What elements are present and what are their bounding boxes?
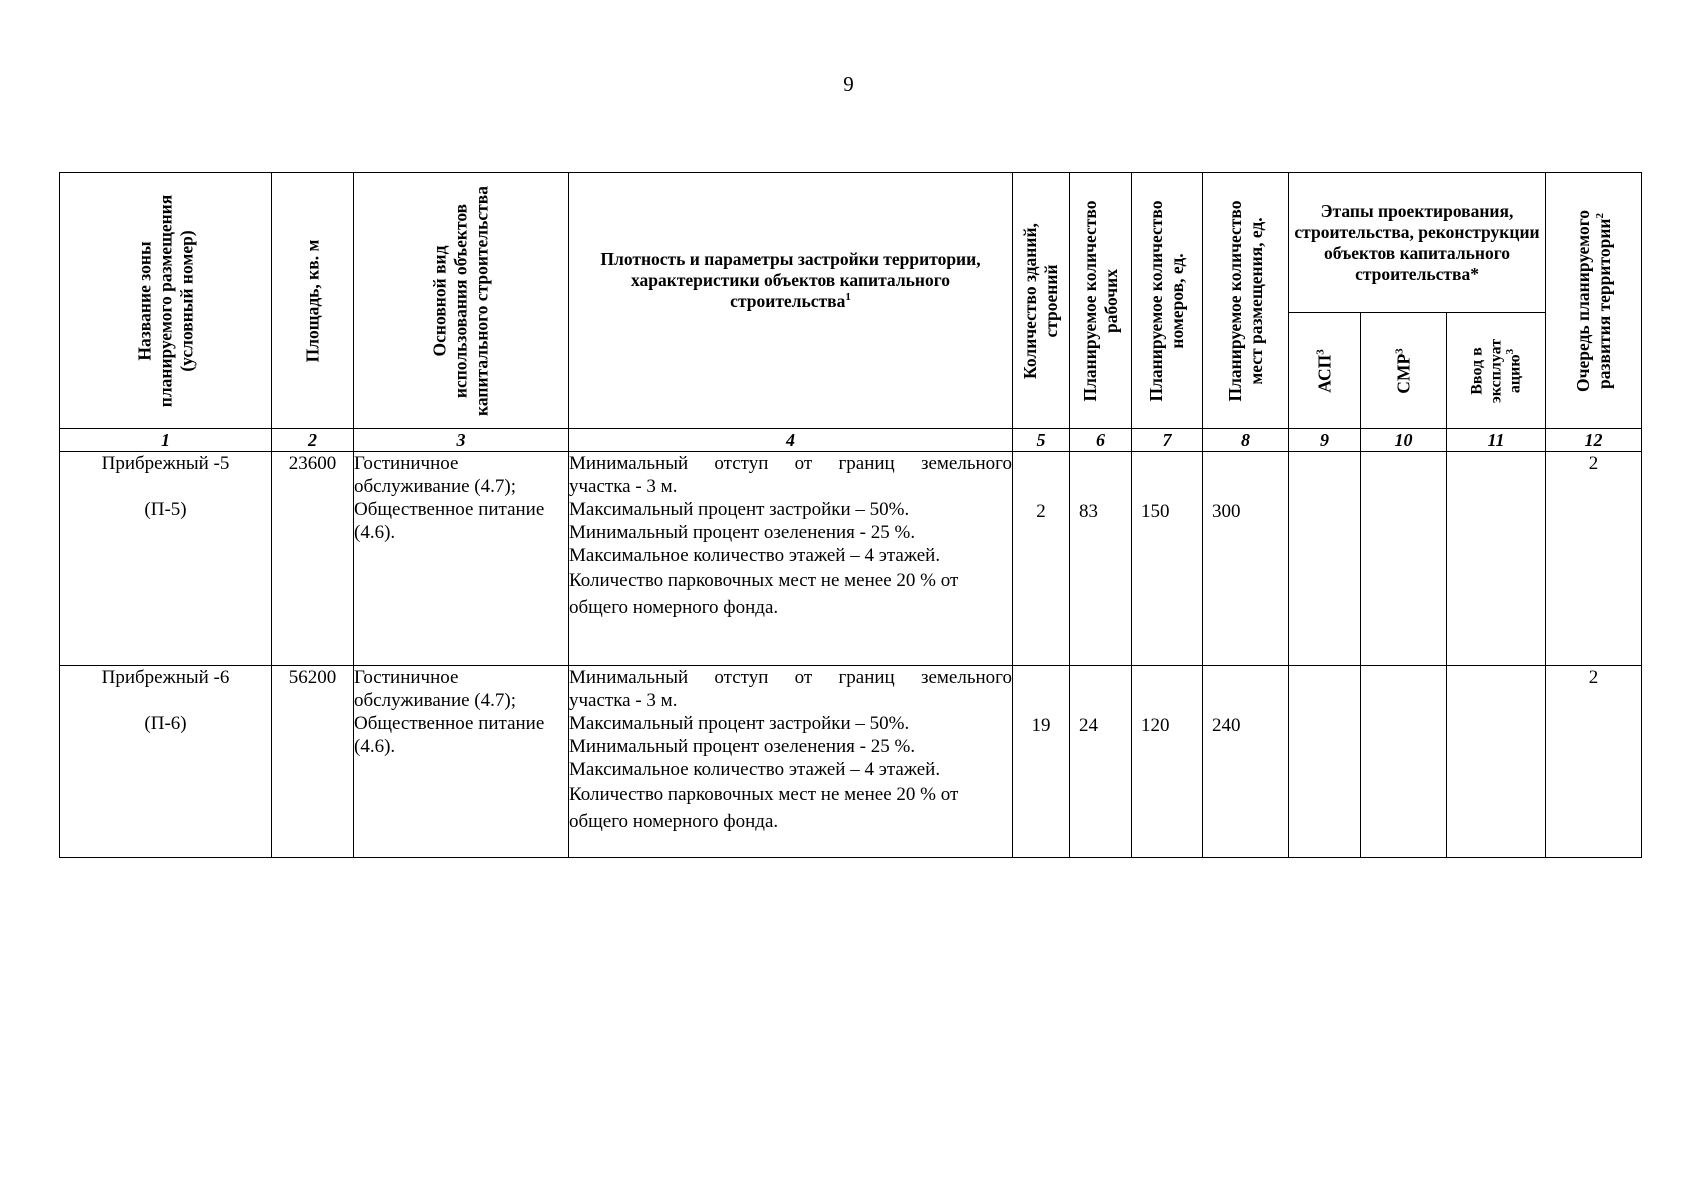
- param-line: общего номерного фонда.: [569, 811, 779, 832]
- header-buildings-count: Количество зданий, строений: [1013, 173, 1070, 429]
- column-number: 1: [60, 429, 272, 452]
- table-row: [60, 666, 1642, 858]
- header-zone-name: Название зоны планируемого размещения (условный номер): [60, 173, 272, 429]
- header-commissioning: Ввод в эксплуат ацию$^3$: [1447, 313, 1546, 429]
- land-use-cell: Гостиничное обслуживание (4.7); Общественное питание (4.6).: [354, 666, 569, 858]
- rooms-cell: 150: [1132, 452, 1203, 666]
- column-number: 9: [1289, 429, 1361, 452]
- area-cell: 23600: [272, 452, 354, 666]
- header-places: Планируемое количество мест размещения, ед.: [1203, 173, 1289, 429]
- buildings-cell: 2: [1013, 452, 1070, 666]
- buildings-cell: 19: [1013, 666, 1070, 858]
- smr-cell: [1361, 666, 1447, 858]
- parameters-cell: [569, 452, 1013, 666]
- planning-table: [59, 172, 1642, 858]
- page-number: 9: [843, 72, 854, 96]
- param-line: Количество парковочных мест не менее 20 % от: [569, 784, 959, 805]
- column-number: 4: [569, 429, 1013, 452]
- column-number: 3: [354, 429, 569, 452]
- header-land-use: Основной вид использования объектов капитального строительства: [354, 173, 569, 429]
- column-number: 2: [272, 429, 354, 452]
- parameters-cell: [569, 666, 1013, 858]
- zone-code: (П-6): [144, 713, 187, 734]
- asp-cell: [1289, 666, 1361, 858]
- header-queue: Очередь планируемого развития территории$^2$: [1546, 173, 1642, 429]
- header-smr: СМР$^3$: [1361, 313, 1447, 429]
- header-row: [60, 173, 1642, 313]
- land-use-cell: Гостиничное обслуживание (4.7); Общественное питание (4.6).: [354, 452, 569, 666]
- workers-cell: 83: [1070, 452, 1132, 666]
- header-rooms: Планируемое количество номеров, ед.: [1132, 173, 1203, 429]
- table-row: [60, 452, 1642, 666]
- queue-cell: 2: [1546, 452, 1642, 666]
- param-line: Минимальный процент озеленения - 25 %.: [569, 522, 916, 543]
- param-line: участка - 3 м.: [569, 476, 678, 497]
- param-line: общего номерного фонда.: [569, 597, 779, 618]
- param-line: Минимальный процент озеленения - 25 %.: [569, 736, 916, 757]
- zone-name-cell: [60, 666, 272, 858]
- header-area: Площадь, кв. м: [272, 173, 354, 429]
- rooms-cell: 120: [1132, 666, 1203, 858]
- column-number: 12: [1546, 429, 1642, 452]
- header-parameters: Плотность и параметры застройки территории, характеристики объектов капитального строительства$^1$: [569, 173, 1013, 429]
- header-asp: АСП$^3$: [1289, 313, 1361, 429]
- zone-name: Прибрежный -6: [101, 667, 230, 688]
- param-line: Максимальный процент застройки – 50%.: [569, 499, 910, 520]
- places-cell: 240: [1203, 666, 1289, 858]
- param-line: Количество парковочных мест не менее 20 % от: [569, 570, 959, 591]
- commissioning-cell: [1447, 666, 1546, 858]
- column-number-row: [60, 429, 1642, 452]
- zone-code: (П-5): [144, 499, 187, 520]
- commissioning-cell: [1447, 452, 1546, 666]
- places-cell: 300: [1203, 452, 1289, 666]
- column-number: 11: [1447, 429, 1546, 452]
- column-number: 7: [1132, 429, 1203, 452]
- area-cell: 56200: [272, 666, 354, 858]
- smr-cell: [1361, 452, 1447, 666]
- queue-cell: 2: [1546, 666, 1642, 858]
- param-line: Максимальный процент застройки – 50%.: [569, 713, 910, 734]
- workers-cell: 24: [1070, 666, 1132, 858]
- param-line: Максимальное количество этажей – 4 этажей.: [569, 545, 941, 566]
- param-line: Минимальный отступ от границ земельного: [569, 453, 1012, 474]
- zone-name: Прибрежный -5: [101, 453, 230, 474]
- param-line: участка - 3 м.: [569, 690, 678, 711]
- column-number: 10: [1361, 429, 1447, 452]
- column-number: 5: [1013, 429, 1070, 452]
- param-line: Максимальное количество этажей – 4 этажей.: [569, 759, 941, 780]
- header-workers: Планируемое количество рабочих: [1070, 173, 1132, 429]
- column-number: 6: [1070, 429, 1132, 452]
- header-stages: Этапы проектирования, строительства, реконструкции объектов капитального строительства*: [1289, 173, 1546, 313]
- asp-cell: [1289, 452, 1361, 666]
- zone-name-cell: [60, 452, 272, 666]
- column-number: 8: [1203, 429, 1289, 452]
- param-line: Минимальный отступ от границ земельного: [569, 667, 1012, 688]
